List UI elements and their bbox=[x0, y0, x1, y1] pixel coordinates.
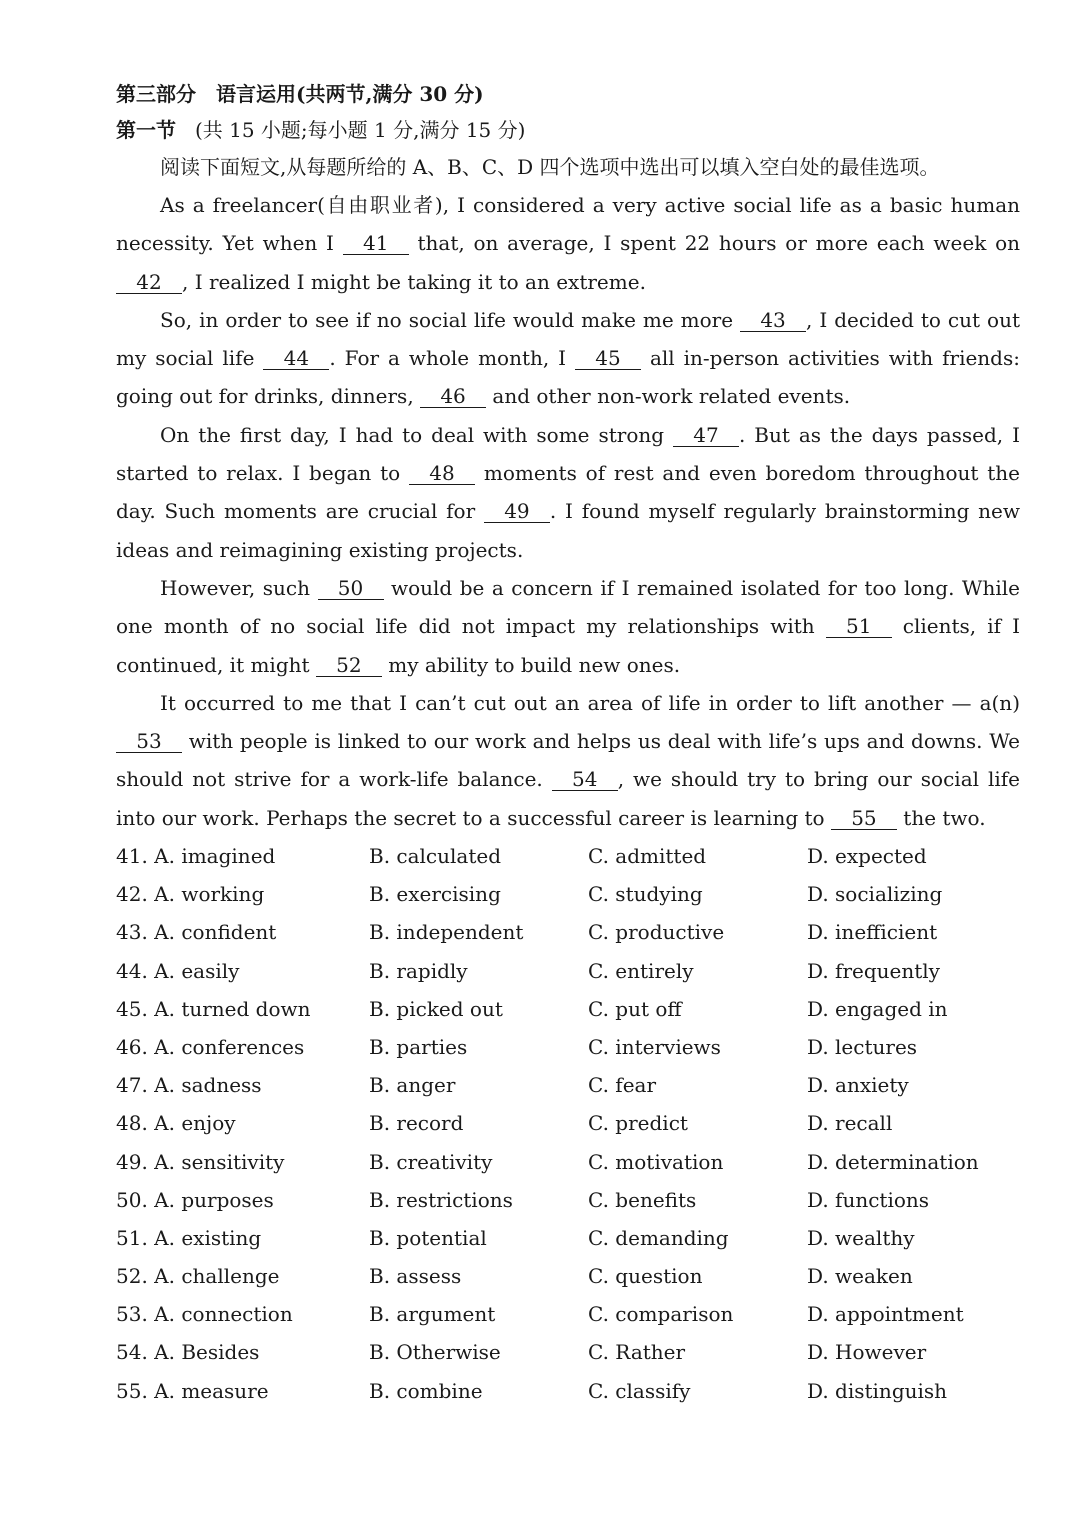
passage-text: my ability to build new ones. bbox=[381, 652, 681, 677]
option-b: B. record bbox=[369, 1111, 464, 1136]
passage-text: As a freelancer(自由职业者), I considered a very active social life as a basic human necessity. Yet when I bbox=[116, 193, 1020, 256]
option-b: B. anger bbox=[369, 1073, 456, 1098]
option-a: 52. A. challenge bbox=[116, 1264, 280, 1289]
option-c: C. admitted bbox=[588, 844, 707, 869]
option-b: B. argument bbox=[369, 1302, 496, 1327]
option-a: 50. A. purposes bbox=[116, 1187, 274, 1212]
passage-text: It occurred to me that I can’t cut out an area of life in order to lift another — a(n) bbox=[160, 690, 1020, 715]
section-title: 第三部分 语言运用(共两节,满分 30 分) bbox=[116, 82, 484, 106]
option-d: D. engaged in bbox=[807, 996, 948, 1021]
option-d: D. frequently bbox=[807, 958, 940, 983]
option-c: C. Rather bbox=[588, 1340, 686, 1365]
option-d: D. inefficient bbox=[807, 920, 938, 945]
blank-45: 45 bbox=[575, 347, 641, 370]
option-c: C. put off bbox=[588, 996, 682, 1021]
passage-text: the two. bbox=[896, 805, 986, 830]
blank-41: 41 bbox=[343, 232, 409, 255]
option-b: B. creativity bbox=[369, 1149, 493, 1174]
passage-text: clients, if I continued, it might bbox=[116, 614, 1021, 677]
option-d: D. distinguish bbox=[807, 1378, 948, 1403]
option-a: 47. A. sadness bbox=[116, 1073, 262, 1098]
option-a: 43. A. confident bbox=[116, 920, 277, 945]
option-a: 46. A. conferences bbox=[116, 1034, 305, 1059]
passage-paragraph-3 bbox=[116, 416, 1020, 569]
passage-text: , I decided to cut out my social life bbox=[116, 307, 1020, 371]
option-b: B. rapidly bbox=[369, 958, 468, 983]
option-c: C. question bbox=[588, 1264, 703, 1289]
option-b: B. potential bbox=[369, 1225, 487, 1250]
blank-48: 48 bbox=[409, 462, 475, 485]
blank-51: 51 bbox=[826, 615, 892, 638]
option-c: C. entirely bbox=[588, 958, 694, 983]
blank-46: 46 bbox=[420, 385, 486, 408]
option-c: C. comparison bbox=[588, 1302, 734, 1327]
question-row bbox=[116, 1219, 1020, 1257]
option-c: C. motivation bbox=[588, 1149, 724, 1174]
option-b: B. exercising bbox=[369, 882, 501, 907]
question-row bbox=[116, 1181, 1020, 1219]
passage-text: all in-person activities with friends: going out for drinks, dinners, bbox=[116, 346, 1020, 409]
option-a: 41. A. imagined bbox=[116, 844, 276, 869]
option-b: B. picked out bbox=[369, 996, 503, 1021]
option-b: B. combine bbox=[369, 1378, 483, 1403]
passage-text: and other non-work related events. bbox=[486, 384, 851, 409]
question-row bbox=[116, 875, 1020, 913]
passage-text: , I realized I might be taking it to an extreme. bbox=[182, 269, 646, 294]
option-b: B. assess bbox=[369, 1264, 462, 1289]
option-d: D. determination bbox=[807, 1149, 979, 1174]
subsection-title: 第一节 bbox=[116, 118, 176, 142]
option-a: 42. A. working bbox=[116, 882, 265, 907]
option-c: C. productive bbox=[588, 920, 725, 945]
option-a: 53. A. connection bbox=[116, 1302, 293, 1327]
passage-paragraph-2 bbox=[116, 301, 1020, 416]
question-row bbox=[116, 990, 1020, 1028]
question-row bbox=[116, 1295, 1020, 1333]
blank-54: 54 bbox=[552, 768, 618, 791]
option-a: 54. A. Besides bbox=[116, 1340, 260, 1365]
passage-text: that, on average, I spent 22 hours or more each week on bbox=[408, 231, 1020, 256]
option-d: D. anxiety bbox=[807, 1073, 909, 1098]
passage-paragraph-5 bbox=[116, 684, 1020, 837]
answer-options bbox=[116, 837, 1020, 1410]
passage-text: , we should try to bring our social life into our work. Perhaps the secret to a successful career is learning to bbox=[116, 767, 1020, 830]
option-c: C. fear bbox=[588, 1073, 657, 1098]
option-b: B. calculated bbox=[369, 844, 502, 869]
option-a: 44. A. easily bbox=[116, 958, 240, 983]
option-c: C. interviews bbox=[588, 1034, 721, 1059]
blank-44: 44 bbox=[263, 347, 329, 370]
question-row bbox=[116, 1028, 1020, 1066]
option-d: D. lectures bbox=[807, 1034, 918, 1059]
option-c: C. demanding bbox=[588, 1225, 729, 1250]
option-d: D. expected bbox=[807, 844, 927, 869]
option-c: C. studying bbox=[588, 882, 703, 907]
option-a: 51. A. existing bbox=[116, 1225, 262, 1250]
blank-49: 49 bbox=[484, 500, 550, 523]
option-a: 48. A. enjoy bbox=[116, 1111, 236, 1136]
question-row bbox=[116, 1066, 1020, 1104]
option-b: B. independent bbox=[369, 920, 524, 945]
option-b: B. Otherwise bbox=[369, 1340, 501, 1365]
passage-paragraph-4 bbox=[116, 569, 1020, 684]
option-a: 49. A. sensitivity bbox=[116, 1149, 285, 1174]
passage-text: . For a whole month, I bbox=[329, 346, 576, 371]
question-row bbox=[116, 952, 1020, 990]
passage-text: with people is linked to our work and helps us deal with life’s ups and downs. We should not strive for a work-life balance. bbox=[116, 729, 1020, 792]
instruction: 阅读下面短文,从每题所给的 A、B、C、D 四个选项中选出可以填入空白处的最佳选项。 bbox=[160, 155, 940, 179]
subsection-note: (共 15 小题;每小题 1 分,满分 15 分) bbox=[194, 118, 526, 142]
passage-text: On the first day, I had to deal with some strong bbox=[160, 422, 673, 447]
option-c: C. predict bbox=[588, 1111, 688, 1136]
passage-paragraph-1 bbox=[116, 186, 1020, 301]
exam-page bbox=[116, 76, 1020, 1410]
option-d: D. socializing bbox=[807, 882, 943, 907]
question-row bbox=[116, 1257, 1020, 1295]
option-d: D. recall bbox=[807, 1111, 893, 1136]
blank-50: 50 bbox=[318, 577, 384, 600]
passage-text: However, such bbox=[160, 575, 318, 600]
blank-43: 43 bbox=[740, 309, 806, 332]
question-row bbox=[116, 1143, 1020, 1181]
blank-53: 53 bbox=[116, 730, 182, 753]
question-row bbox=[116, 1104, 1020, 1142]
passage-text: . But as the days passed, I started to relax. I began to bbox=[116, 422, 1021, 486]
option-d: D. weaken bbox=[807, 1264, 913, 1289]
passage-text: moments of rest and even boredom throughout the day. Such moments are crucial for bbox=[116, 461, 1021, 524]
question-row bbox=[116, 1333, 1020, 1371]
option-c: C. classify bbox=[588, 1378, 691, 1403]
question-row bbox=[116, 913, 1020, 951]
blank-47: 47 bbox=[673, 424, 739, 447]
passage-text: would be a concern if I remained isolated for too long. While one month of no social life did not impact my relationships with bbox=[116, 575, 1020, 639]
option-a: 45. A. turned down bbox=[116, 996, 311, 1021]
option-b: B. restrictions bbox=[369, 1187, 513, 1212]
option-b: B. parties bbox=[369, 1034, 468, 1059]
blank-42: 42 bbox=[116, 271, 182, 294]
option-a: 55. A. measure bbox=[116, 1378, 269, 1403]
subsection-heading bbox=[116, 112, 1020, 148]
option-d: D. However bbox=[807, 1340, 927, 1365]
passage-text: . I found myself regularly brainstorming new ideas and reimagining existing projects. bbox=[116, 499, 1020, 562]
passage-text: So, in order to see if no social life would make me more bbox=[160, 307, 741, 332]
blank-55: 55 bbox=[831, 807, 897, 830]
option-c: C. benefits bbox=[588, 1187, 697, 1212]
question-row bbox=[116, 1372, 1020, 1410]
option-d: D. functions bbox=[807, 1187, 930, 1212]
blank-52: 52 bbox=[316, 654, 382, 677]
question-row bbox=[116, 837, 1020, 875]
option-d: D. wealthy bbox=[807, 1225, 915, 1250]
option-d: D. appointment bbox=[807, 1302, 964, 1327]
